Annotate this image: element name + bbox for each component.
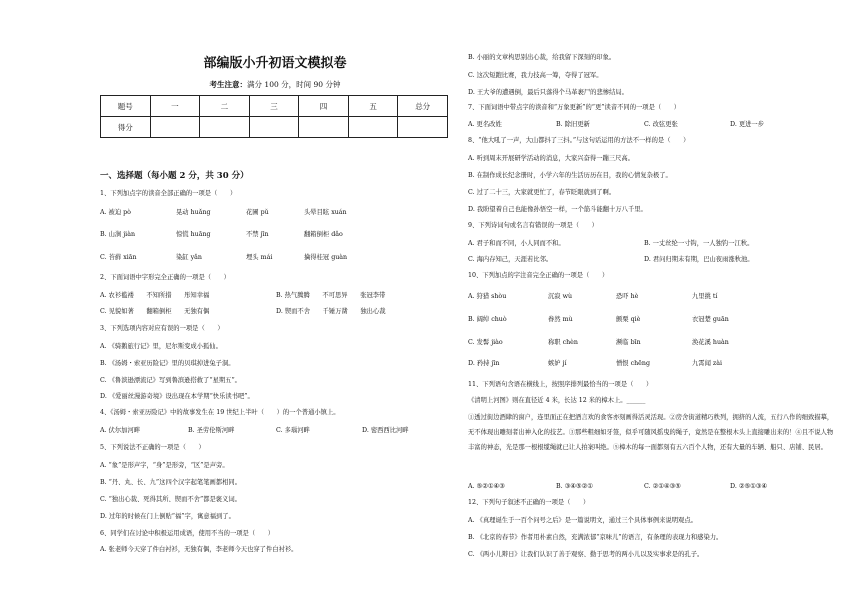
notice-label: 考生注意： [209,80,248,89]
option: D. ②⑤①③④ [730,483,768,490]
option: 擒得桂冠 guàn [304,254,348,261]
option: A. 张老师今天穿了件白衬衫，无独有偶，李老师今天也穿了件白衬衫。 [100,546,298,553]
score-header-row [101,96,448,117]
question-stem: 11、下列语句含语在横线上，按照序排列最恰当的一项是（ ） [468,381,653,388]
option: 头晕目眩 xuán [304,209,347,216]
option: 憎恨 chēng [616,360,650,367]
question-stem: 10、下列加点的字注音完全正确的一项是（ ） [468,272,609,279]
question-stem: 5、下列说法不正确的一项是（ ） [100,444,205,451]
option: B. 一丈丝纶一寸钩，一人独钓一江秋。 [644,240,754,247]
option: C. 多瑙河畔 [276,427,310,434]
option: D. 密西西比河畔 [362,427,409,434]
option: C. 见貌如著 翻箱倒柜 无独有偶 [100,308,210,315]
option: A. 农衫褴褛 不知所措 彤知幸福 [100,292,210,299]
option: C. 《鲁滨逊漂流记》写到鲁滨逊搭救了“星期五”。 [100,377,241,384]
option: 埋头 mái [246,254,273,261]
score-cell: 四 [299,96,349,117]
option: C. 发髻 jiào [468,339,503,346]
option: D. 更进一步 [730,121,765,128]
score-input-cell[interactable] [200,117,250,138]
score-label-cell: 得分 [101,117,151,138]
option: 九里挑 tí [692,293,718,300]
option: C. 过了二十三，大家就更忙了，春节眨眼就到了啊。 [468,189,616,196]
score-input-cell[interactable] [398,117,448,138]
score-table [100,95,448,138]
option: A. 更名改姓 [468,121,502,128]
option: A. 听到周末开展研学活动的消息，大家兴奋得一蹦三尺高。 [468,155,634,162]
option: C. “独出心裁、死得其所、锲而不舍”都是褒义词。 [100,496,241,503]
question-stem: 8、“他大吼了一声，大山都抖了三抖。”与这句话运用的方法不一样的是（ ） [468,137,690,144]
score-cell: 五 [348,96,398,117]
option: D. 君问归期未有期，巴山夜雨涨秋池。 [644,256,754,263]
option: 染缸 yǎn [176,254,202,261]
option: C. 改弦更张 [644,121,678,128]
option: 恐吓 hè [616,293,639,300]
question-stem: 6、同学们在讨论中积极运用成语，使用不当的一项是（ ） [100,530,275,537]
option: D. 王大爷的遭遇倒，最后只落得个马革裹尸的悲惨结局。 [468,89,628,96]
score-input-cell[interactable] [299,117,349,138]
option: 晃动 huǎng [176,209,211,216]
option: B. 阔绰 chuò [468,316,507,323]
option: C. 《两小儿辩日》让我们认识了善于观察、勤于思考的两小儿以及实事求是的孔子。 [468,551,704,558]
option: 颤栗 qiè [616,316,641,323]
option: D. 我盼望着自己也能像孙悟空一样，一个筋斗能翻十万八千里。 [468,206,647,213]
option: 沉寂 wù [548,293,573,300]
score-input-cell[interactable] [348,117,398,138]
option: C. ②①④③⑤ [644,483,681,490]
option: A. 伏尔加河畔 [100,427,141,434]
passage-text: ①透过街边酒肆的窗户，连里面正在把酒言欢的食客亦刻画得活灵活现。②房舍街道精巧秩列，拥挤的人流，五行八作的细致描摹，无不体现出雕刻者出神入化的技艺。③那些粗细如牙签，似乎可随风摇曳的绳子，竟然是在整根木头上直接雕出来的！④且不说人物丰富的神态，光是那一根根缆绳就已让人拍案叫绝。⑤樟木的每一面都刻有五六百个人物，还有大量的车辆、船只、店铺、民居。 [468,414,834,451]
option: B. 圣劳伦斯河畔 [188,427,235,434]
question-stem: 7、下面词语中带点字的读音和“万象更新”的“更”读音不同的一项是（ ） [468,104,681,111]
option: A. 《骑鹅旅行记》里，尼尔斯变成小狐仙。 [100,343,222,350]
option: 称职 chèn [548,339,578,346]
option: 九霄闻 zài [692,360,722,367]
option: A. 被迫 pò [100,209,131,216]
score-value-row [101,117,448,138]
option: 濒临 bīn [616,339,641,346]
question-stem: 2、下面词语中字形完全正确的一项是（ ） [100,274,230,281]
option: A. “象”是形声字，“身”是形旁，“区”是声旁。 [100,462,229,469]
question-stem: 1、下列加点字的读音全部正确的一项是（ ） [100,190,237,197]
option: 花圃 pǔ [246,209,269,216]
option: A. 狩猎 shòu [468,293,507,300]
section-heading: 一、选择题（每小题 2 分，共 30 分） [100,171,249,181]
exam-title: 部编版小升初语文模拟卷 [203,56,347,71]
question-stem: 12、下列句子叙述不正确的一项是（ ） [468,499,590,506]
option: 翻箱倒柜 dǎo [304,231,343,238]
option: A. 《真理诞生于一百个问号之后》是一篇说明文，通过三个具体事例来说明观点。 [468,517,697,524]
option: A. 君子和而不同，小人同而不和。 [468,240,565,247]
question-stem: 3、下列选项内容对应有误的一项是（ ） [100,325,224,332]
score-cell: 一 [150,96,200,117]
option: D. 矜持 jīn [468,360,500,367]
score-input-cell[interactable] [249,117,299,138]
option: C. 苔藓 xiān [100,254,137,261]
option: C. 这次短跑比赛，我力技高一筹，夺得了冠军。 [468,72,603,79]
notice-text: 满分 100 分，时间 90 分钟 [247,80,341,89]
option: 衣冠楚 guān [692,316,729,323]
option: B. “丹、丸、长、九”这四个汉字起笔笔画都相同。 [100,479,242,486]
option: B. 《北京的春节》作者用朴素自然，充满浓郁“京味儿”的语言，有条理的表现力和感染力。 [468,534,723,541]
score-input-cell[interactable] [150,117,200,138]
option: 惊慌 huāng [176,231,211,238]
option: D. 锲而不舍 千锤万凿 独出心裁 [276,308,386,315]
option: 眷然 mù [548,316,573,323]
passage-intro: 《清明上河图》则在直径近 4 米，长达 12 米的樟木上。______ [468,397,646,404]
option: B. 除旧更新 [556,121,590,128]
score-cell: 二 [200,96,250,117]
option: 嫉妒 jí [548,360,567,367]
option: 不禁 jīn [246,231,269,238]
option: B. 《汤姆・索亚历险记》里的贝琪掉进兔子洞。 [100,360,235,367]
option: B. 小丽的文章构思别出心裁，给我留下深刻的印象。 [468,54,616,61]
option: C. 海内存知己，天涯若比邻。 [468,256,553,263]
option: D. 过年的时候在门上倒贴“福”字，寓意福到了。 [100,513,235,520]
question-stem: 4、《汤姆・索亚历险记》中的故事发生在 19 世纪上半叶（ ）的一个普通小镇上。 [100,409,340,416]
option: B. 山涧 jiàn [100,231,136,238]
exam-notice [100,79,450,90]
option: B. 在制作成长纪念册时，小学六年的生活历历在目，我的心情复杂极了。 [468,172,672,179]
option: B. ③④⑤②① [556,483,593,490]
question-stem: 9、下列诗词句或名言有错误的一项是（ ） [468,222,598,229]
option: A. ⑤②①④③ [468,483,505,490]
option: B. 热气腾腾 不可思异 张冠李带 [276,292,386,299]
score-cell: 总分 [398,96,448,117]
option: D. 《爱丽丝漫游奇境》设出现在本学期“快乐读书吧”。 [100,393,254,400]
option: 涣花溪 huàn [692,339,729,346]
score-cell: 题号 [101,96,151,117]
score-cell: 三 [249,96,299,117]
